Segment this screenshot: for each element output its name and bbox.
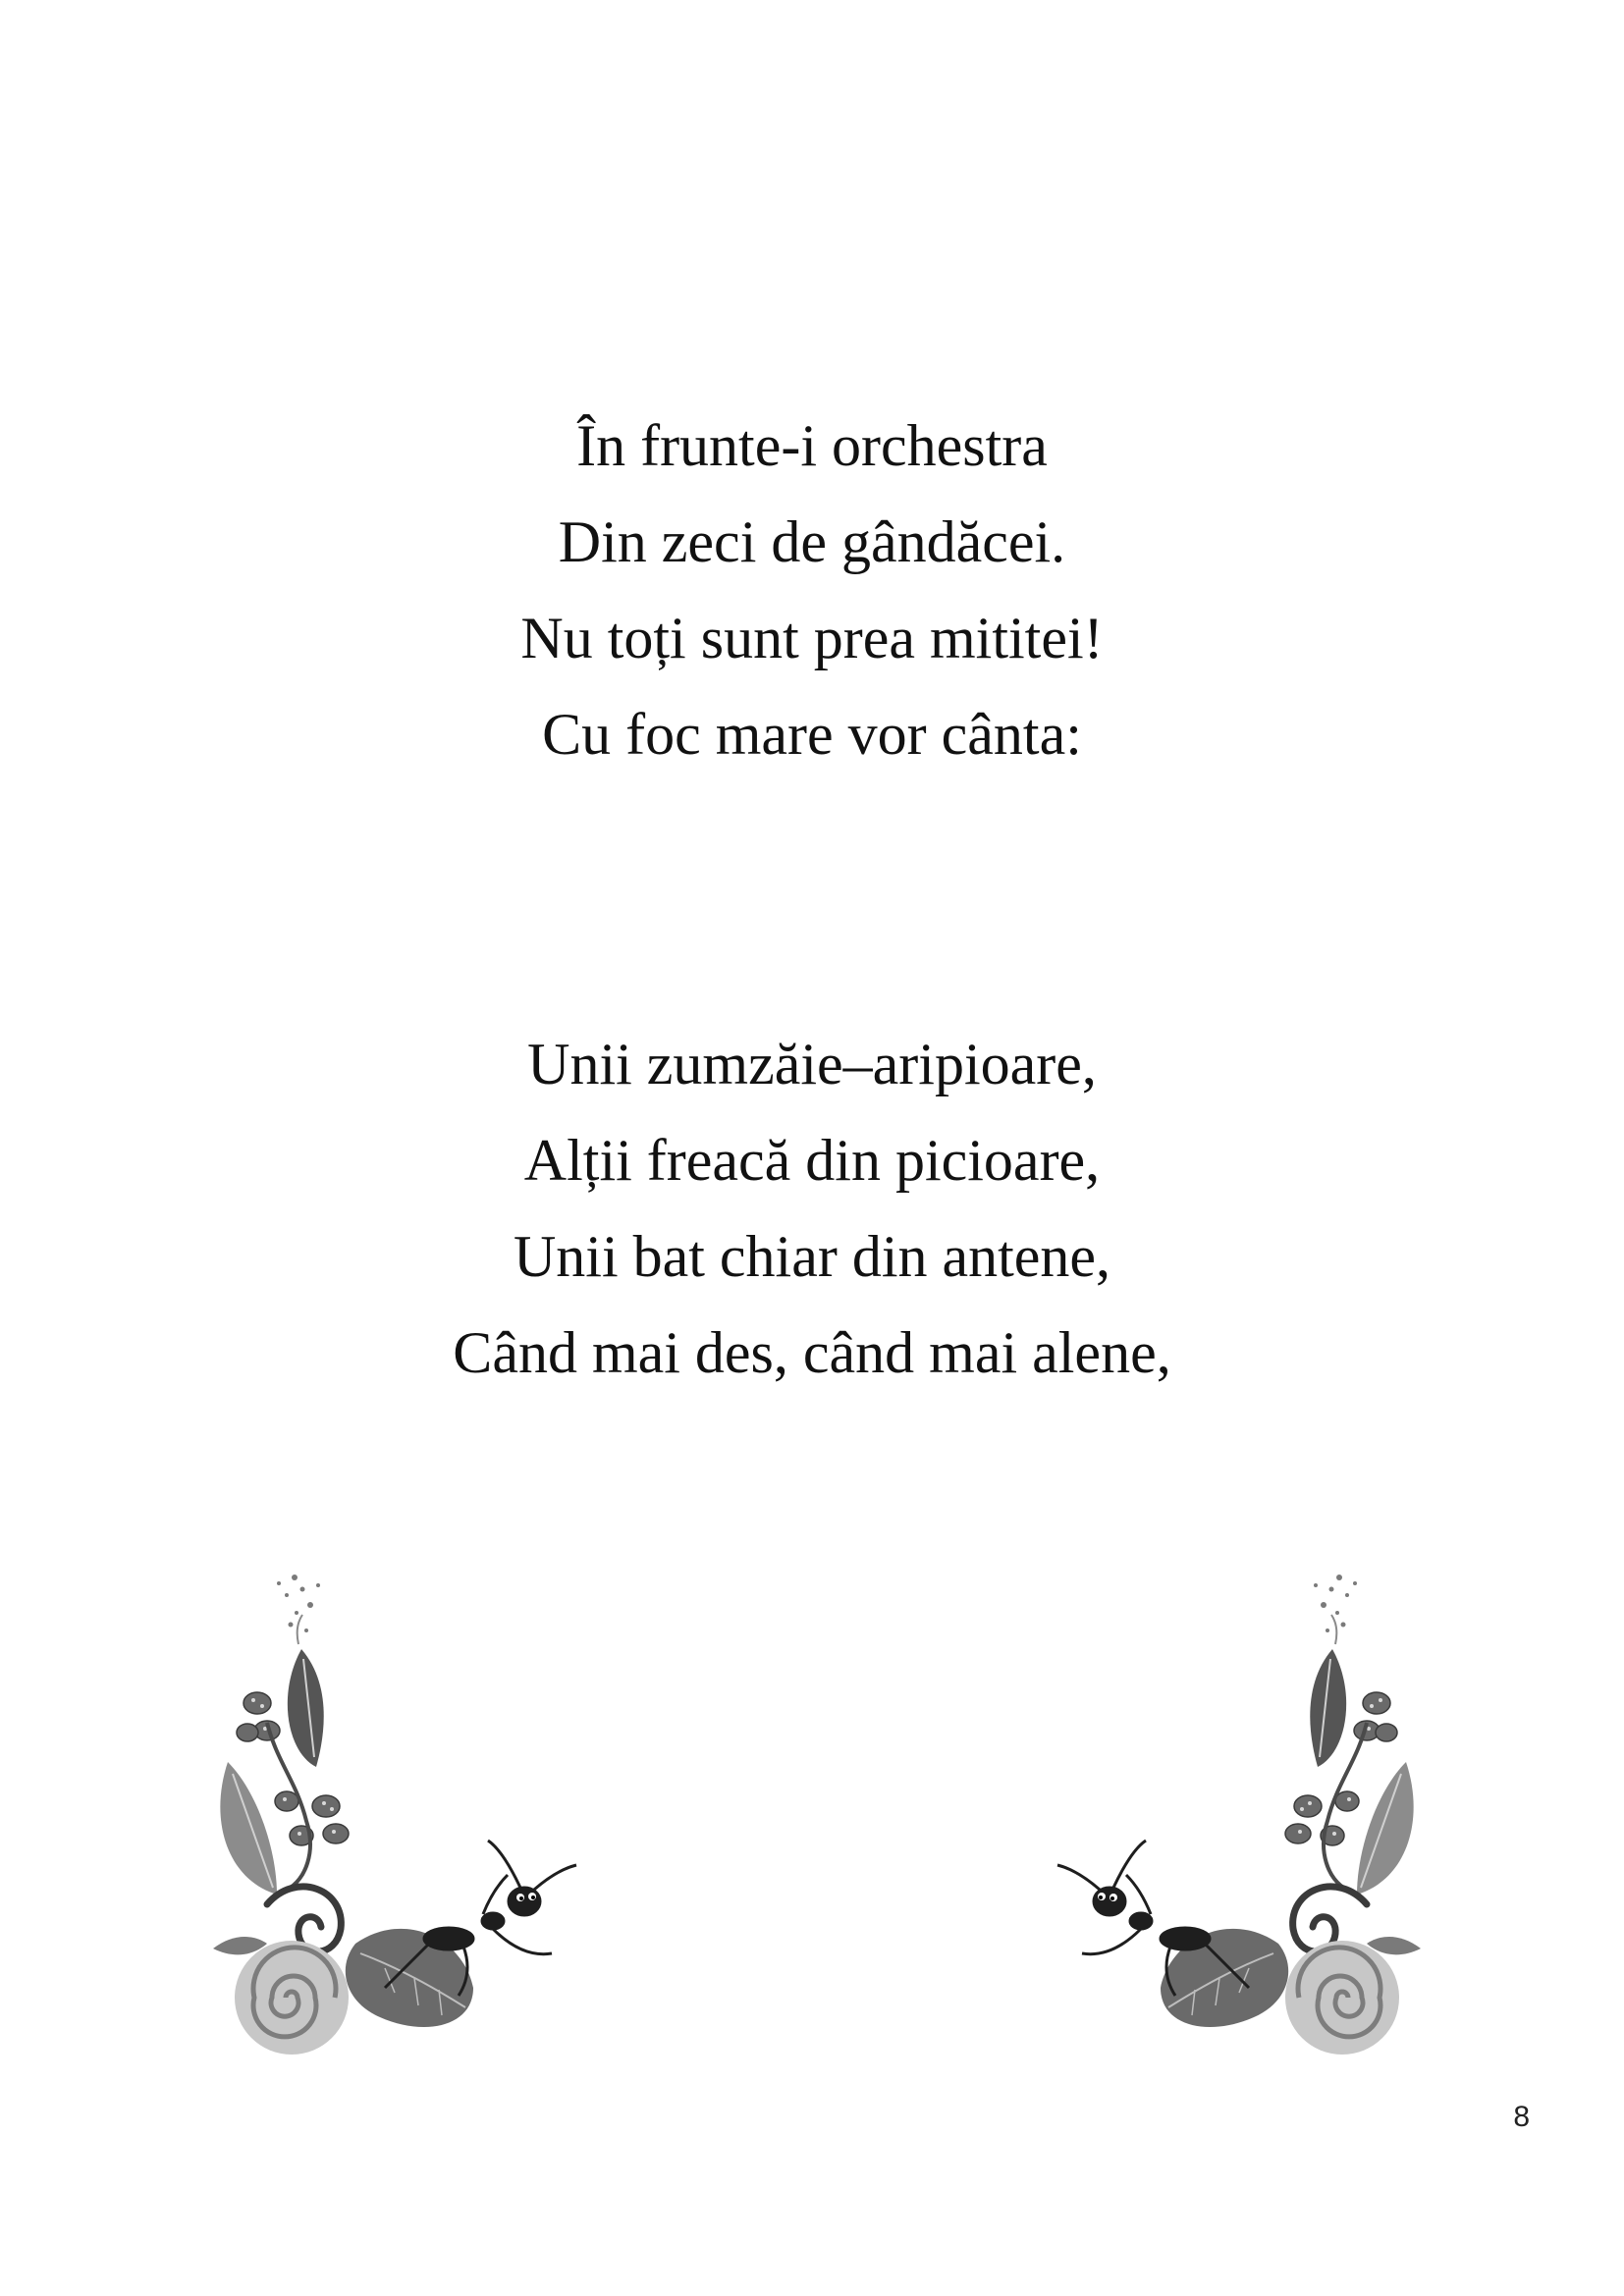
stanza-2	[0, 1016, 1624, 1401]
verse-line: Nu toți sunt prea mititei!	[520, 606, 1104, 670]
floral-ant-ornament-left-icon	[208, 1556, 640, 2066]
verse-line: Când mai des, când mai alene,	[453, 1320, 1171, 1385]
verse-line: Unii bat chiar din antene,	[513, 1224, 1111, 1289]
verse-line: Din zeci de gândăcei.	[558, 509, 1066, 574]
page-number: 8	[1513, 2101, 1530, 2133]
verse-line: În frunte-i orchestra	[576, 413, 1048, 478]
stanza-1	[0, 398, 1624, 782]
floral-ant-ornament-right-icon	[994, 1556, 1426, 2066]
verse-line: Alții freacă din picioare,	[523, 1128, 1101, 1193]
verse-line: Unii zumzăie–aripioare,	[527, 1032, 1097, 1096]
verse-line: Cu foc mare vor cânta:	[542, 702, 1082, 767]
